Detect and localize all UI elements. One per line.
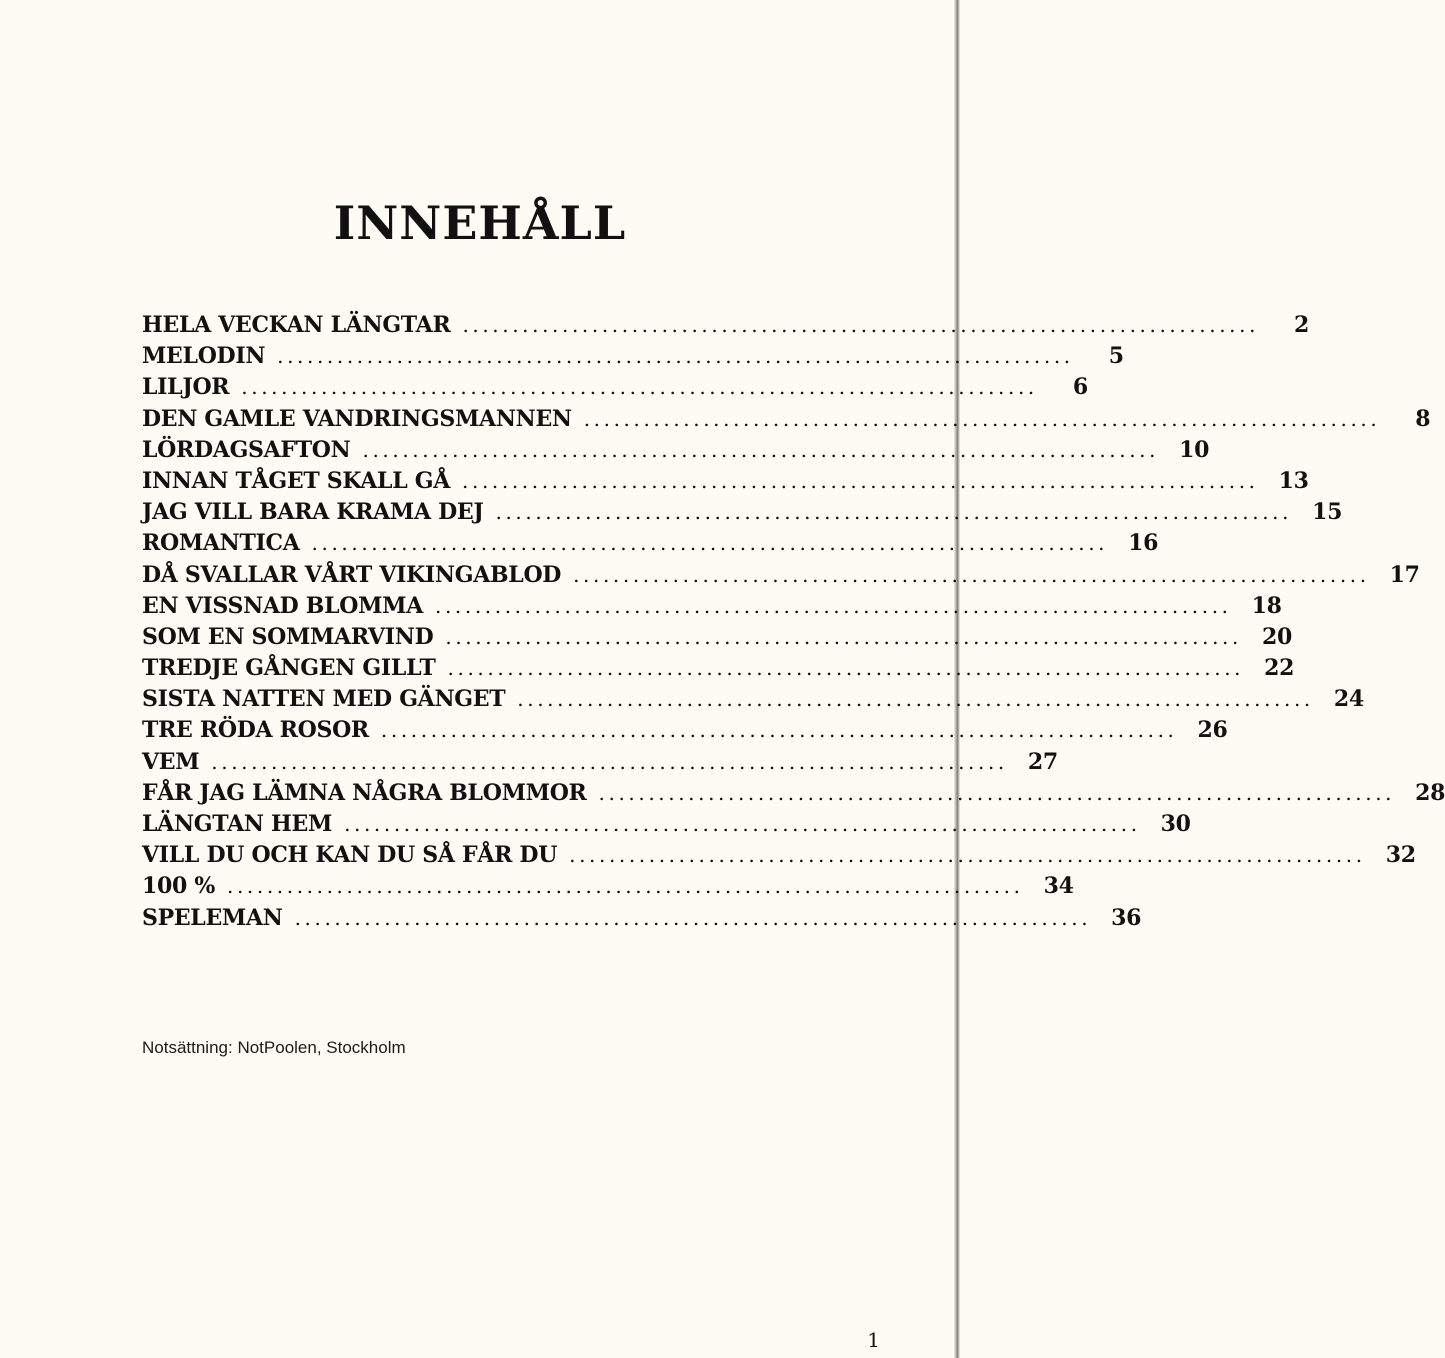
toc-dot-leader: ................................................................................ [227,874,1024,899]
toc-entry-title: TRE RÖDA ROSOR [142,717,369,744]
toc-entry-page: 26 [1197,717,1228,744]
toc-entry [142,748,1058,780]
toc-entry-page: 16 [1128,530,1159,557]
toc-dot-leader: ................................................................................ [447,656,1245,681]
toc-entry-page: 27 [1027,748,1058,775]
toc-entry-page: 6 [1072,374,1088,401]
toc-entry [142,499,1343,530]
toc-entry [142,655,1295,686]
toc-dot-leader: ................................................................................ [445,624,1242,649]
toc-entry-title: HELA VECKAN LÄNGTAR [142,312,451,338]
toc-entry-page: 13 [1278,467,1309,494]
toc-entry-page: 32 [1385,842,1416,869]
toc-entry-title: SPELEMAN [142,904,283,931]
toc-entry-title: ROMANTICA [142,530,300,557]
toc-entry-page: 36 [1111,904,1142,931]
toc-entry [142,343,1124,374]
toc-dot-leader: ................................................................................ [311,531,1109,556]
toc-dot-leader: ................................................................................ [344,812,1141,836]
toc-dot-leader: ................................................................................ [380,718,1178,743]
toc-entry-page: 34 [1043,873,1074,900]
toc-dot-leader: ................................................................................ [495,500,1293,525]
toc-entry-page: 5 [1108,343,1124,370]
toc-entry [142,467,1309,499]
toc-entry-title: LILJOR [142,374,230,401]
toc-entry [142,904,1142,936]
toc-entry [142,811,1191,842]
toc-entry-title: INNAN TÅGET SKALL GÅ [142,467,451,494]
toc-entry-page: 2 [1294,312,1310,338]
toc-entry [142,592,1282,624]
toc-entry [142,842,1416,873]
toc-dot-leader: ................................................................................ [583,406,1381,431]
toc-entry [142,312,1310,343]
toc-entry [142,436,1210,468]
page-number: 1 [867,1328,880,1352]
toc-entry-title: SISTA NATTEN MED GÄNGET [142,686,506,713]
toc-entry [142,717,1228,748]
toc-entry [142,374,1088,405]
toc-dot-leader: ................................................................................ [569,843,1366,868]
toc-entry-title: EN VISSNAD BLOMMA [142,592,424,619]
table-of-contents [142,312,1445,936]
toc-entry-page: 8 [1415,405,1431,432]
page-title: INNEHÅLL [333,196,627,250]
toc-entry-title: FÅR JAG LÄMNA NÅGRA BLOMMOR [142,779,587,806]
toc-entry [142,561,1420,593]
typesetting-credit: Notsättning: NotPoolen, Stockholm [142,1038,406,1057]
toc-entry-page: 15 [1312,499,1343,526]
toc-entry-page: 10 [1179,436,1210,463]
toc-entry-title: SOM EN SOMMARVIND [142,623,434,650]
toc-entry-title: VEM [142,748,200,775]
toc-entry-title: LÖRDAGSAFTON [142,436,351,463]
toc-entry-page: 30 [1160,811,1191,837]
toc-entry-page: 24 [1333,686,1364,713]
toc-entry-title: LÄNGTAN HEM [142,811,333,837]
toc-entry [142,623,1292,655]
toc-entry-title: MELODIN [142,343,266,370]
toc-dot-leader: ................................................................................ [241,375,1038,400]
toc-dot-leader: ................................................................................ [294,905,1092,930]
toc-entry-title: JAG VILL BARA KRAMA DEJ [142,499,484,526]
toc-entry [142,686,1364,717]
toc-dot-leader: ................................................................................ [462,468,1259,493]
toc-dot-leader: ................................................................................ [462,313,1260,337]
toc-dot-leader: ................................................................................ [517,687,1314,712]
toc-entry-page: 22 [1264,655,1295,682]
toc-entry [142,405,1431,437]
toc-entry-title: VILL DU OCH KAN DU SÅ FÅR DU [142,842,558,869]
toc-dot-leader: ................................................................................ [573,562,1370,587]
toc-dot-leader: ................................................................................ [435,593,1232,618]
toc-dot-leader: ................................................................................ [598,780,1396,805]
toc-dot-leader: ................................................................................ [277,344,1074,369]
toc-entry-title: TREDJE GÅNGEN GILLT [142,655,436,682]
toc-entry-page: 28 [1415,779,1445,806]
toc-entry-page: 18 [1251,592,1282,619]
toc-entry-title: DEN GAMLE VANDRINGSMANNEN [142,405,572,432]
toc-entry [142,779,1445,811]
toc-dot-leader: ................................................................................ [362,437,1160,462]
toc-entry-page: 17 [1389,561,1420,588]
toc-entry [142,873,1074,904]
toc-entry-page: 20 [1261,623,1292,650]
toc-entry-title: DÅ SVALLAR VÅRT VIKINGABLOD [142,561,562,588]
toc-entry-title: 100 % [142,873,215,900]
toc-dot-leader: ................................................................................ [211,749,1008,774]
toc-entry [142,530,1159,561]
